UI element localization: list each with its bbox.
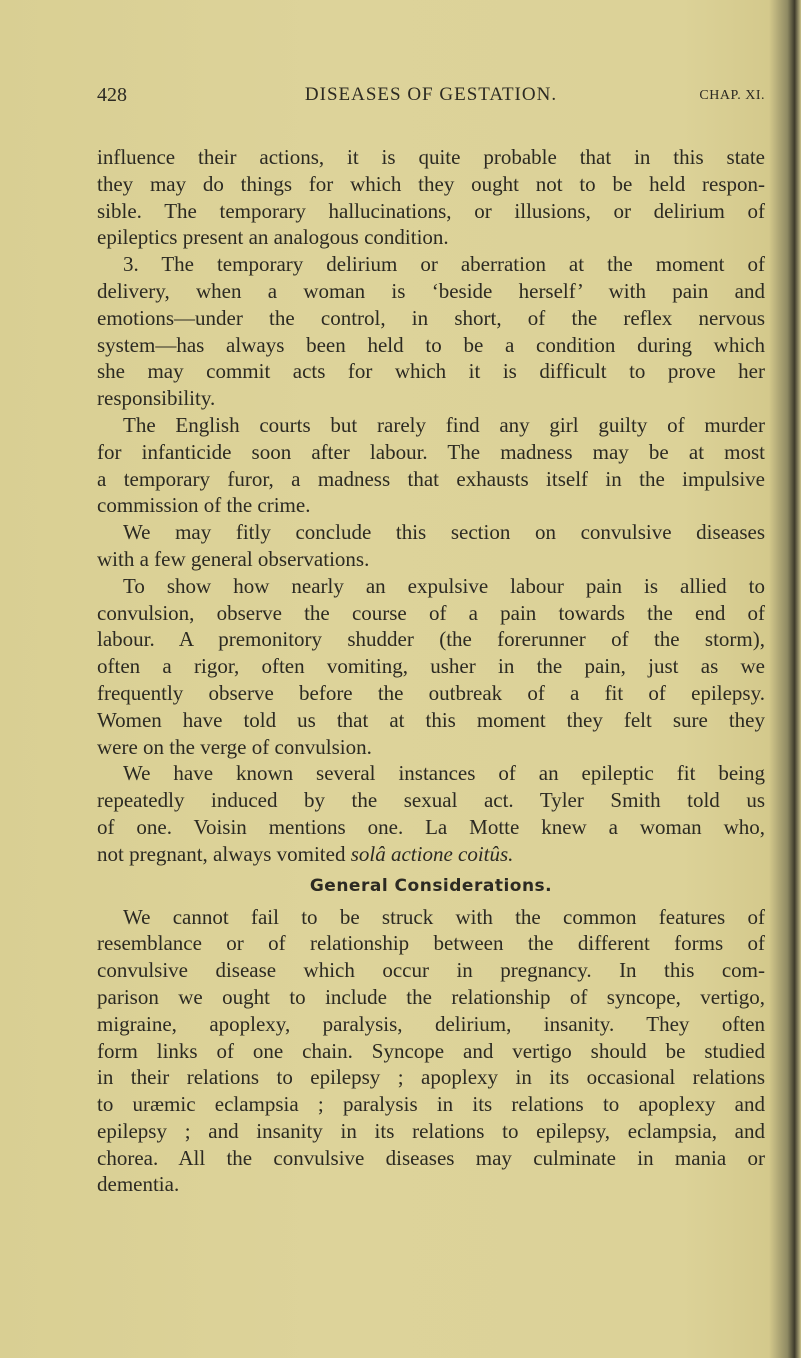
text-line: epilepsy ; and insanity in its relations to epilepsy, eclampsia, and (97, 1118, 765, 1143)
text-section-1 (97, 144, 765, 841)
text-line: epileptics present an analogous condition. (97, 225, 449, 250)
text-line: We cannot fail to be struck with the common features of (123, 904, 765, 929)
section-heading: General Considerations. (309, 875, 553, 896)
text-line: a temporary furor, a madness that exhausts itself in the impulsive (97, 466, 765, 491)
text-line (97, 841, 765, 868)
text-line: to uræmic eclampsia ; paralysis in its relations to apoplexy and (97, 1092, 765, 1117)
text-line: they may do things for which they ought not to be held respon- (97, 171, 765, 196)
text-line: form links of one chain. Syncope and vertigo should be studied (97, 1038, 765, 1063)
text-line: she may commit acts for which it is difficult to prove her (97, 359, 765, 384)
text-line: 3. The temporary delirium or aberration at the moment of (123, 252, 765, 277)
text-line: To show how nearly an expulsive labour pain is allied to (123, 573, 765, 598)
text-line: parison we ought to include the relationship of syncope, vertigo, (97, 984, 765, 1009)
text-line: for infanticide soon after labour. The madness may be at most (97, 439, 765, 464)
text-line: We may fitly conclude this section on convulsive diseases (123, 520, 765, 545)
text-line: labour. A premonitory shudder (the forerunner of the storm), (97, 627, 765, 652)
running-title: DISEASES OF GESTATION. (304, 84, 558, 105)
text-line: often a rigor, often vomiting, usher in the pain, just as we (97, 654, 765, 679)
text-line: were on the verge of convulsion. (97, 734, 372, 759)
text-line: emotions—under the control, in short, of the reflex nervous (97, 305, 765, 330)
text-line: We have known several instances of an epileptic fit being (123, 761, 765, 786)
text-line: repeatedly induced by the sexual act. Tyler Smith told us (97, 788, 765, 813)
text-section-2 (97, 904, 765, 1199)
text-line: sible. The temporary hallucinations, or illusions, or delirium of (97, 198, 765, 223)
text-line: commission of the crime. (97, 493, 311, 518)
page-body (97, 144, 765, 1198)
text-line: of one. Voisin mentions one. La Motte knew a woman who, (97, 814, 765, 839)
latin-phrase: solâ actione coitûs. (350, 841, 514, 866)
text-line: The English courts but rarely find any girl guilty of murder (123, 412, 765, 437)
text-line: chorea. All the convulsive diseases may culminate in mania or (97, 1145, 765, 1170)
text-line: Women have told us that at this moment they felt sure they (97, 707, 765, 732)
text-line: dementia. (97, 1172, 180, 1197)
line-text: not pregnant, always vomited (97, 841, 351, 866)
text-line: delivery, when a woman is ‘beside herself’ with pain and (97, 278, 765, 303)
text-line: in their relations to epilepsy ; apoplexy in its occasional relations (97, 1065, 765, 1090)
page-number: 428 (97, 84, 127, 106)
text-line: system—has always been held to be a condition during which (97, 332, 765, 357)
text-line: migraine, apoplexy, paralysis, delirium, insanity. They often (97, 1011, 765, 1036)
text-line: responsibility. (97, 386, 216, 411)
chapter-label: CHAP. XI. (699, 88, 765, 103)
running-header (97, 84, 765, 112)
text-line: frequently observe before the outbreak of a fit of epilepsy. (97, 680, 765, 705)
text-line: resemblance or of relationship between the different forms of (97, 931, 765, 956)
text-line: influence their actions, it is quite probable that in this state (97, 145, 765, 169)
text-line: convulsion, observe the course of a pain towards the end of (97, 600, 765, 625)
text-line: convulsive disease which occur in pregnancy. In this com- (97, 958, 765, 983)
text-line: with a few general observations. (97, 546, 370, 571)
